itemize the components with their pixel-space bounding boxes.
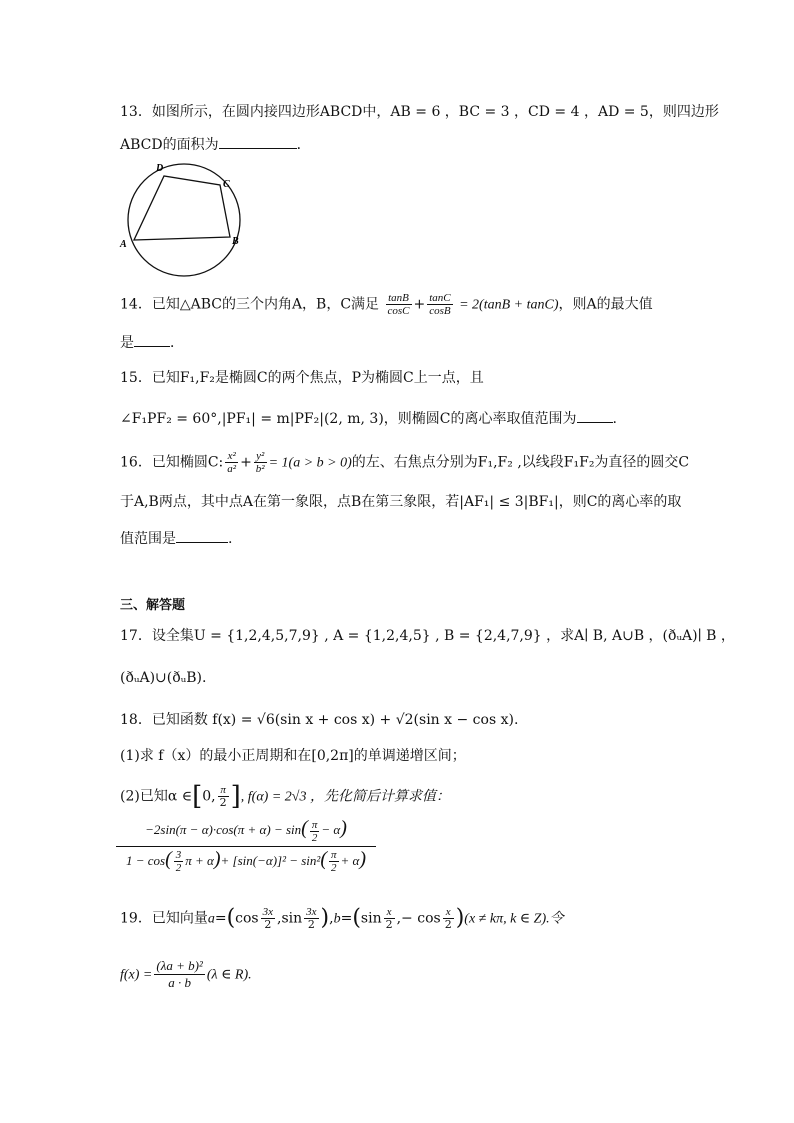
q16-line2: 于A,B两点，其中点A在第一象限，点B在第三象限，若|AF₁| ≤ 3|BF₁|，则C的离心率的取 (120, 494, 682, 510)
q19-line1: 19．已知向量a=(cos $\frac{3x}{2}$ ,sin $\frac{3x}{2}$ ),b=(sin $\frac{x}{2}$ ,− cos $\frac{x}{2}$ )(x ≠ kπ, k ∈ Z).令 (120, 905, 564, 931)
frac-num: (λa + b)² (156, 958, 203, 973)
frac-den: 2 (385, 918, 393, 931)
fraction-bar (116, 846, 376, 847)
q13-line2 (120, 134, 311, 155)
q14-line1 (120, 292, 653, 317)
frac-den: 2 (444, 918, 452, 931)
left-paren: ( (320, 847, 327, 870)
frac-den: 2 (311, 831, 318, 844)
q15-text: ∠F₁PF₂ = 60°,|PF₁| = m|PF₂|(2, m, 3)，则椭圆C的离心率取值范围为 (120, 411, 577, 427)
q14-period: ． (170, 335, 184, 351)
expression-denominator (116, 849, 376, 875)
expression-numerator (116, 818, 376, 844)
q13-line1: 13．如图所示，在圆内接四边形ABCD中，AB = 6 ，BC = 3 ，CD = 4 ，AD = 5，则四边形 (120, 104, 719, 120)
frac-num: x² (225, 450, 238, 463)
q14-pre: 14．已知△ABC的三个内角A，B，C满足 (120, 296, 380, 313)
q16-period: . (228, 531, 233, 547)
answer-blank (577, 408, 613, 423)
q19-line2 (120, 958, 252, 991)
fraction-tanb-cosc (386, 292, 412, 317)
plus-sign: + (240, 454, 252, 471)
frac-den: 2 (264, 918, 272, 931)
answer-blank (219, 134, 297, 149)
right-paren: ) (213, 847, 221, 870)
frac-num: x (384, 906, 395, 919)
q13-text: ABCD的面积为 (120, 137, 219, 153)
fraction-tanc-cosb (427, 292, 452, 317)
fraction-pi-over-2 (218, 784, 229, 809)
q18-part1: (1)求 f（x）的最小正周期和在[0,2π]的单调递增区间； (120, 748, 466, 764)
q18-part2 (120, 781, 450, 812)
q19-pre: 19．已知向量 (120, 910, 208, 927)
frac-den: 2 (307, 918, 315, 931)
q16-line1 (120, 450, 689, 475)
cos-label: cos (235, 910, 259, 927)
interval-start: 0, (202, 788, 216, 805)
left-paren: ( (226, 905, 236, 931)
q18-part2-pre: (2)已知α ∈ (120, 788, 193, 805)
right-paren: ) (359, 847, 367, 870)
q16-line3 (120, 528, 232, 549)
label-d: D (156, 163, 164, 174)
right-paren: ) (455, 905, 465, 931)
frac-den: cosB (429, 305, 451, 317)
den-part: + [sin(−α)]² − sin² (220, 852, 321, 868)
q16-post: 的左、右焦点分别为F₁,F₂ ,以线段F₁F₂为直径的圆交C (351, 454, 690, 471)
frac-num: x (443, 906, 454, 919)
label-c: C (223, 179, 230, 190)
q19-condition: (x ≠ kπ, k ∈ Z).令 (464, 911, 564, 927)
fraction-x2-a2 (225, 450, 238, 475)
left-bracket: [ (192, 781, 203, 812)
q14-post: ，则A的最大值 (558, 296, 653, 313)
den-part: π + α (185, 852, 214, 868)
q15-period: . (612, 411, 617, 427)
answer-blank (176, 528, 228, 543)
quadrilateral-abcd (134, 176, 230, 240)
frac-num: π (331, 849, 337, 862)
right-paren: ) (320, 905, 330, 931)
frac-den: a · b (168, 975, 191, 990)
f-definition-fraction (154, 958, 204, 991)
simplify-expression (116, 818, 376, 874)
num-part: − α (321, 822, 341, 837)
f-post: (λ ∈ R). (206, 967, 252, 983)
sin-label: sin (360, 910, 382, 927)
q18-part2-post: , f(α) = 2√3 ，先化简后计算求值： (240, 789, 450, 805)
q14-rhs: = 2(tanB + tanC) (459, 297, 559, 313)
q16-pre: 16．已知椭圆C: (120, 454, 224, 471)
frac-den: 2 (175, 862, 182, 875)
q14-line2 (120, 332, 184, 353)
vector-a: a (207, 911, 215, 927)
vector-b: b (333, 911, 341, 927)
frac-den: 2 (331, 862, 337, 875)
cos-label: ,− cos (396, 910, 441, 927)
q15-line1: 15．已知F₁,F₂是椭圆C的两个焦点，P为椭圆C上一点，且 (120, 370, 484, 386)
frac-num: y² (254, 450, 267, 463)
frac-num: π (311, 818, 318, 831)
frac-num: π (218, 784, 229, 797)
num-part: −2sin(π − α)·cos(π + α) − sin (145, 822, 302, 837)
frac-num: tanB (386, 292, 412, 305)
frac-num: 3x (262, 906, 274, 918)
right-bracket: ] (230, 781, 241, 812)
f-lhs: f(x) = (120, 967, 153, 983)
frac-num: 3 (175, 849, 182, 862)
q18-line1: 18．已知函数 f(x) = √6(sin x + cos x) + √2(sin x − cos x). (120, 712, 519, 728)
cyclic-quadrilateral-figure (118, 160, 248, 282)
q16-text: 值范围是 (120, 531, 176, 547)
answer-blank (134, 332, 170, 347)
q13-period: ． (296, 137, 311, 153)
sin-label: ,sin (277, 910, 303, 927)
right-paren: ) (340, 817, 347, 839)
frac-den: 2 (219, 796, 227, 809)
frac-num: tanC (429, 292, 451, 304)
q15-line2 (120, 408, 617, 429)
label-a: A (120, 239, 127, 250)
frac-den: b² (255, 463, 265, 475)
q14-text: 是 (120, 335, 134, 351)
den-part: + α (340, 852, 360, 868)
frac-den: a² (227, 463, 237, 475)
fraction-y2-b2 (254, 450, 267, 475)
q16-rhs: = 1(a > b > 0) (268, 455, 352, 471)
equals-sign: = (214, 910, 227, 927)
section-heading: 三、解答题 (120, 598, 186, 613)
frac-num: 3x (306, 906, 317, 918)
left-paren: ( (352, 905, 361, 931)
q17-line1: 17．设全集U = {1,2,4,5,7,9} , A = {1,2,4,5} , B = {2,4,7,9} ，求A∣ B, A∪B ，(ðᵤA)∣ B ， (120, 628, 735, 644)
label-b: B (232, 236, 239, 247)
left-paren: ( (165, 847, 172, 870)
plus-sign: + (413, 296, 426, 313)
q17-line2: (ðᵤA)∪(ðᵤB). (120, 670, 207, 686)
left-paren: ( (301, 817, 308, 839)
den-part: 1 − cos (125, 852, 166, 868)
frac-den: cosC (387, 305, 410, 317)
